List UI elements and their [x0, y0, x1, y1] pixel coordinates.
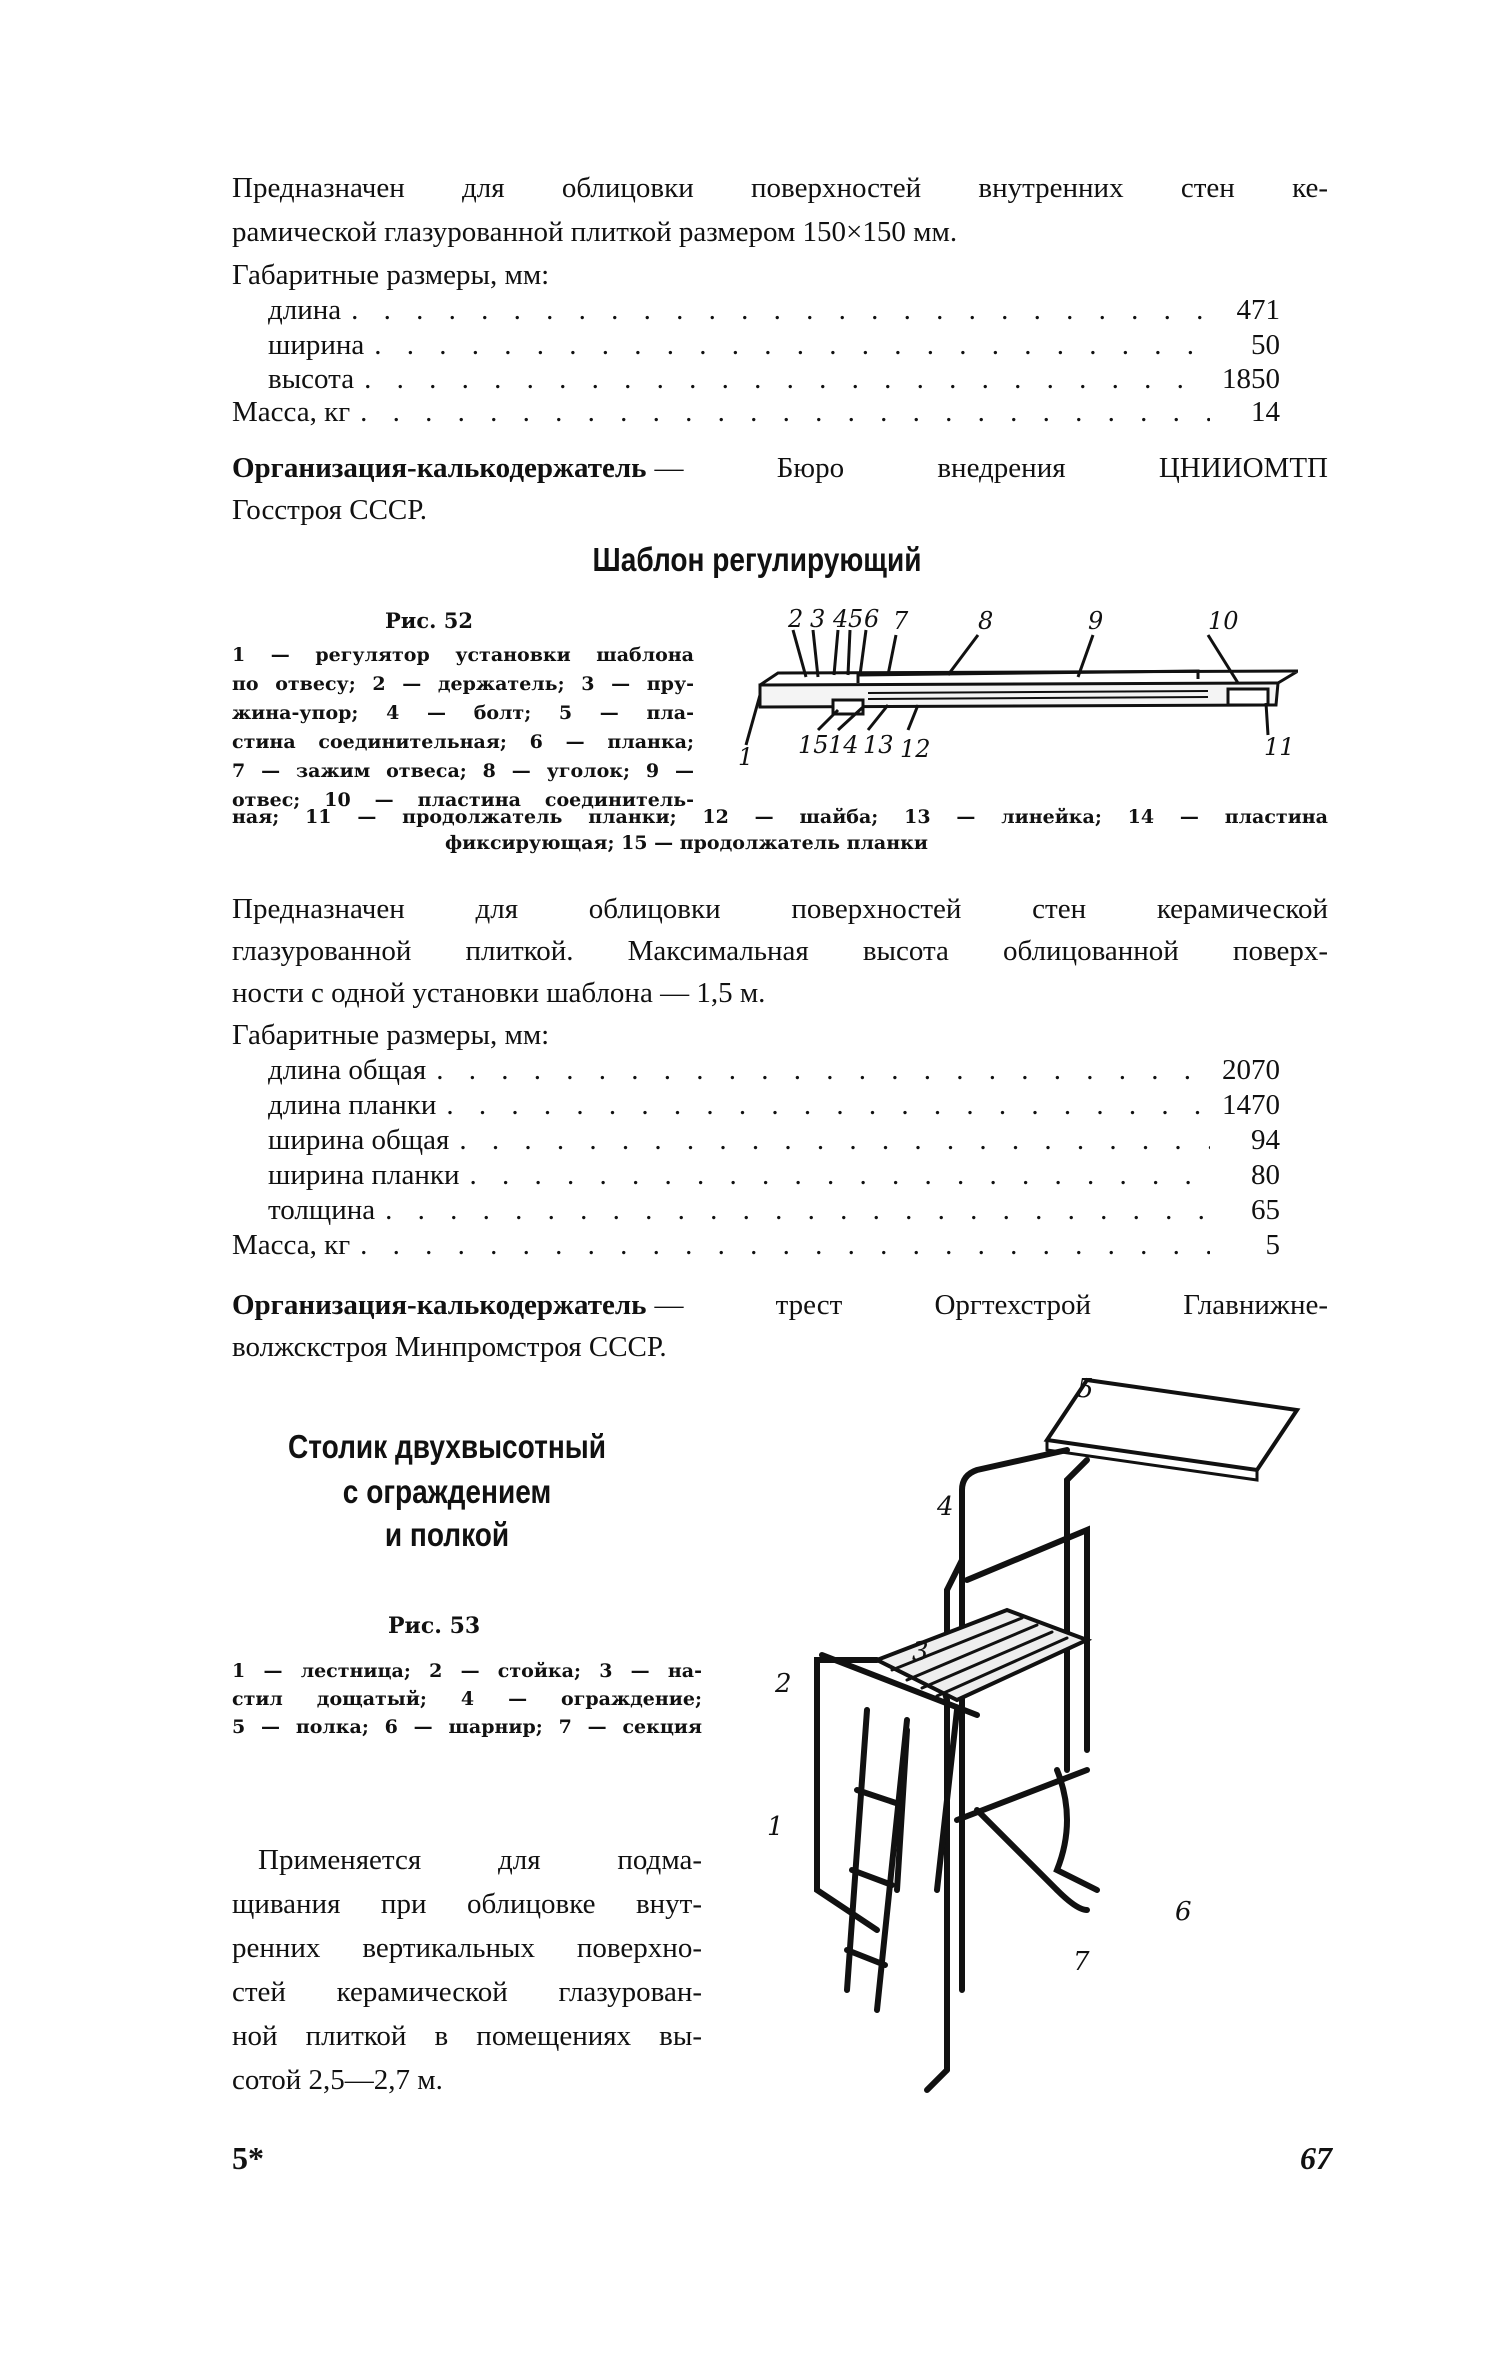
page-number: 67: [1300, 2140, 1332, 2176]
s1-org-line: Госстроя СССР.: [232, 494, 428, 526]
fig52-caption-line: 7 — зажим отвеса; 8 — уголок; 9 —: [232, 760, 694, 782]
s1-mass-row: [232, 395, 1280, 429]
s3-para-line: сотой 2,5—2,7 м.: [232, 2064, 443, 2096]
s3-para-line: ренних вертикальных поверхно-: [232, 1932, 702, 1964]
mass-label: Масса, кг: [232, 1229, 351, 1261]
s3-para-line: ной плиткой в помещениях вы-: [232, 2020, 702, 2052]
org-text: — трест Оргтехстрой Главнижне-: [654, 1289, 1328, 1321]
fig52-caption-line: фиксирующая; 15 — продолжатель планки: [445, 832, 928, 854]
s2-para-line: Предназначен для облицовки поверхностей стен керамической: [232, 893, 1328, 925]
callout-label: 4: [937, 1492, 954, 1522]
dim-label: толщина: [268, 1194, 376, 1226]
fig53-table-drawing: [757, 1370, 1317, 2110]
callout-label: 7: [893, 607, 909, 635]
mass-label: Масса, кг: [232, 396, 351, 428]
callout-label: 3: [810, 605, 826, 633]
callout-label: 5: [848, 605, 864, 633]
s2-org-line: волжскстроя Минпромстроя СССР.: [232, 1331, 667, 1363]
dim-label: ширина планки: [268, 1159, 460, 1191]
mass-value: 5: [1265, 1229, 1280, 1261]
s3-para-line: Применяется для подма-: [258, 1844, 702, 1876]
callout-label: 1: [767, 1812, 784, 1842]
s2-para-line: глазурованной плиткой. Максимальная высота облицованной поверх-: [232, 935, 1328, 967]
callout-label: 2: [775, 1669, 792, 1699]
callout-label: 11: [1264, 733, 1295, 761]
fig53-caption-line: стил дощатый; 4 — ограждение;: [232, 1688, 702, 1710]
s3-para-line: стей керамической глазурован-: [232, 1976, 702, 2008]
callout-label: 12: [900, 735, 931, 763]
callout-label: 6: [1175, 1897, 1192, 1927]
s2-dim-row: [268, 1088, 1280, 1122]
s2-dim-row: [268, 1123, 1280, 1157]
s3-title-line: и полкой: [384, 1516, 510, 1553]
s2-mass-row: [232, 1228, 1280, 1262]
dim-value: 94: [1251, 1124, 1280, 1156]
fig52-caption-line: по отвесу; 2 — держатель; 3 — пру-: [232, 673, 694, 695]
s1-dim-row: [268, 293, 1280, 327]
s1-para-line: Предназначен для облицовки поверхностей внутренних стен ке-: [232, 172, 1328, 204]
fig53-label: Рис. 53: [388, 1613, 481, 1639]
callout-label: 13: [863, 731, 894, 759]
s3-title-line: с ограждением: [342, 1473, 552, 1510]
s1-dim-row: [268, 362, 1280, 396]
dim-value: 471: [1236, 294, 1280, 326]
org-label: Организация-калькодержатель: [232, 452, 647, 484]
dim-label: длина общая: [268, 1054, 427, 1086]
s2-dims-label: Габаритные размеры, мм:: [232, 1019, 550, 1051]
fig52-caption-line: стина соединительная; 6 — планка;: [232, 731, 694, 753]
s2-para-line: ности с одной установки шаблона — 1,5 м.: [232, 977, 766, 1009]
callout-label: 5: [1077, 1374, 1094, 1404]
dim-label: ширина: [268, 329, 365, 361]
s1-dim-row: [268, 328, 1280, 362]
callout-label: 4: [833, 605, 849, 633]
dim-value: 1850: [1222, 363, 1280, 395]
dim-value: 65: [1251, 1194, 1280, 1226]
s2-org-line: [232, 1287, 1328, 1323]
callout-label: 15: [798, 731, 829, 759]
dim-value: 2070: [1222, 1054, 1280, 1086]
callout-label: 2: [788, 605, 804, 633]
callout-label: 8: [978, 607, 994, 635]
s1-para-line: рамической глазурованной плиткой размером 150×150 мм.: [232, 216, 958, 248]
dim-label: длина: [268, 294, 342, 326]
fig52-caption-line: отвес; 10 — пластина соединитель-: [232, 789, 694, 811]
s2-dim-row: [268, 1158, 1280, 1192]
mass-value: 14: [1251, 396, 1280, 428]
s2-title: Шаблон регулирующий: [592, 541, 922, 578]
s2-dim-row: [268, 1193, 1280, 1227]
fig53-caption-line: 1 — лестница; 2 — стойка; 3 — на-: [232, 1660, 702, 1682]
dim-value: 50: [1251, 329, 1280, 361]
s2-dim-row: [268, 1053, 1280, 1087]
s1-dims-label: Габаритные размеры, мм:: [232, 259, 550, 291]
callout-label: 3: [912, 1637, 929, 1667]
dim-value: 80: [1251, 1159, 1280, 1191]
fig53-caption-line: 5 — полка; 6 — шарнир; 7 — секция: [232, 1716, 702, 1738]
dim-label: ширина общая: [268, 1124, 450, 1156]
fig52-template-drawing: [738, 605, 1298, 785]
s3-title-line: Столик двухвысотный: [288, 1428, 606, 1465]
dim-value: 1470: [1222, 1089, 1280, 1121]
dim-label: высота: [268, 363, 355, 395]
dim-label: длина планки: [268, 1089, 437, 1121]
fig52-caption-line: ная; 11 — продолжатель планки; 12 — шайба; 13 — линейка; 14 — пластина: [232, 806, 1328, 828]
fig52-label: Рис. 52: [385, 608, 473, 633]
callout-label: 1: [738, 743, 754, 771]
callout-label: 9: [1088, 607, 1104, 635]
callout-label: 14: [828, 731, 859, 759]
fig52-caption-line: 1 — регулятор установки шаблона: [232, 644, 694, 666]
org-label: Организация-калькодержатель: [232, 1289, 647, 1321]
callout-label: 6: [864, 605, 880, 633]
s1-org-line: [232, 450, 1328, 486]
callout-label: 10: [1208, 607, 1239, 635]
org-text: — Бюро внедрения ЦНИИОМТП: [654, 452, 1328, 484]
callout-label: 7: [1073, 1947, 1090, 1977]
s3-para-line: щивания при облицовке внут-: [232, 1888, 702, 1920]
signature-mark: 5*: [232, 2140, 264, 2176]
fig52-caption-line: жина-упор; 4 — болт; 5 — пла-: [232, 702, 694, 724]
